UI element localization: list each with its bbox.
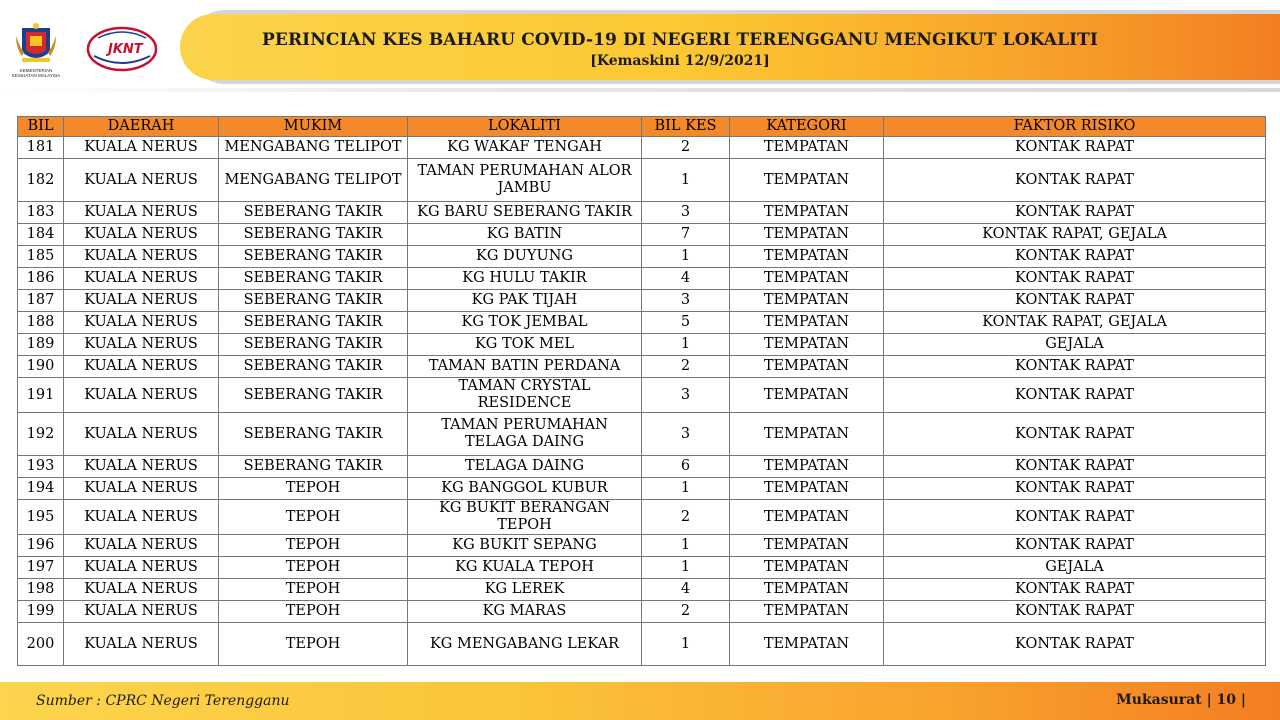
cell-bil-kes: 3 (642, 202, 730, 224)
cell-bil-kes: 1 (642, 623, 730, 666)
cell-mukim: SEBERANG TAKIR (219, 378, 408, 413)
header-logos (0, 0, 185, 90)
cell-faktor-risiko: KONTAK RAPAT (884, 202, 1266, 224)
column-header-bil: BIL (18, 117, 64, 137)
table-row (18, 378, 1266, 413)
table-row (18, 579, 1266, 601)
table-row (18, 601, 1266, 623)
cell-kategori: TEMPATAN (730, 557, 884, 579)
cell-kategori: TEMPATAN (730, 334, 884, 356)
table-row (18, 557, 1266, 579)
table-row (18, 334, 1266, 356)
cell-lokaliti: KG PAK TIJAH (408, 290, 642, 312)
cell-mukim: TEPOH (219, 579, 408, 601)
cell-lokaliti: KG LEREK (408, 579, 642, 601)
cell-daerah: KUALA NERUS (64, 500, 219, 535)
cell-faktor-risiko: KONTAK RAPAT (884, 378, 1266, 413)
table-row (18, 413, 1266, 456)
cell-mukim: TEPOH (219, 623, 408, 666)
cell-kategori: TEMPATAN (730, 601, 884, 623)
cell-daerah: KUALA NERUS (64, 579, 219, 601)
cell-lokaliti: KG BUKIT BERANGAN TEPOH (408, 500, 642, 535)
cell-lokaliti: KG KUALA TEPOH (408, 557, 642, 579)
cell-mukim: SEBERANG TAKIR (219, 356, 408, 378)
cell-bil-kes: 7 (642, 224, 730, 246)
cell-bil: 188 (18, 312, 64, 334)
table-row (18, 356, 1266, 378)
cell-kategori: TEMPATAN (730, 268, 884, 290)
cell-mukim: TEPOH (219, 557, 408, 579)
cell-mukim: SEBERANG TAKIR (219, 456, 408, 478)
page-subtitle: [Kemaskini 12/9/2021] (590, 53, 770, 69)
column-header-daerah: DAERAH (64, 117, 219, 137)
cell-kategori: TEMPATAN (730, 356, 884, 378)
cell-bil: 191 (18, 378, 64, 413)
cell-bil: 187 (18, 290, 64, 312)
cell-bil-kes: 1 (642, 557, 730, 579)
cell-lokaliti: TAMAN PERUMAHAN ALOR JAMBU (408, 159, 642, 202)
cell-mukim: SEBERANG TAKIR (219, 334, 408, 356)
cell-daerah: KUALA NERUS (64, 356, 219, 378)
cell-kategori: TEMPATAN (730, 478, 884, 500)
cell-lokaliti: KG BUKIT SEPANG (408, 535, 642, 557)
column-header-bil-kes: BIL KES (642, 117, 730, 137)
cell-bil-kes: 1 (642, 246, 730, 268)
cell-daerah: KUALA NERUS (64, 378, 219, 413)
column-header-mukim: MUKIM (219, 117, 408, 137)
cell-daerah: KUALA NERUS (64, 224, 219, 246)
cell-daerah: KUALA NERUS (64, 334, 219, 356)
cell-bil: 182 (18, 159, 64, 202)
cell-bil: 184 (18, 224, 64, 246)
cell-lokaliti: KG WAKAF TENGAH (408, 137, 642, 159)
cell-kategori: TEMPATAN (730, 535, 884, 557)
cell-daerah: KUALA NERUS (64, 312, 219, 334)
cell-mukim: SEBERANG TAKIR (219, 268, 408, 290)
cell-lokaliti: KG DUYUNG (408, 246, 642, 268)
cell-lokaliti: KG BANGGOL KUBUR (408, 478, 642, 500)
cell-daerah: KUALA NERUS (64, 557, 219, 579)
cell-faktor-risiko: KONTAK RAPAT, GEJALA (884, 224, 1266, 246)
cell-lokaliti: KG BATIN (408, 224, 642, 246)
table-header (18, 117, 1266, 137)
cell-bil: 193 (18, 456, 64, 478)
cell-kategori: TEMPATAN (730, 413, 884, 456)
cell-lokaliti: KG BARU SEBERANG TAKIR (408, 202, 642, 224)
cell-kategori: TEMPATAN (730, 456, 884, 478)
cell-kategori: TEMPATAN (730, 623, 884, 666)
cell-bil-kes: 4 (642, 268, 730, 290)
cell-daerah: KUALA NERUS (64, 290, 219, 312)
column-header-kategori: KATEGORI (730, 117, 884, 137)
cell-mukim: TEPOH (219, 500, 408, 535)
cell-bil: 195 (18, 500, 64, 535)
cell-bil-kes: 3 (642, 290, 730, 312)
table-header-row (18, 117, 1266, 137)
cell-mukim: TEPOH (219, 535, 408, 557)
cell-kategori: TEMPATAN (730, 246, 884, 268)
table-row (18, 202, 1266, 224)
cell-kategori: TEMPATAN (730, 202, 884, 224)
cell-bil-kes: 2 (642, 137, 730, 159)
cell-faktor-risiko: KONTAK RAPAT (884, 579, 1266, 601)
cell-faktor-risiko: KONTAK RAPAT (884, 290, 1266, 312)
cell-mukim: MENGABANG TELIPOT (219, 137, 408, 159)
cell-lokaliti: TAMAN CRYSTAL RESIDENCE (408, 378, 642, 413)
page-title: PERINCIAN KES BAHARU COVID-19 DI NEGERI TERENGGANU MENGIKUT LOKALITI (262, 30, 1098, 50)
cell-bil-kes: 1 (642, 334, 730, 356)
cell-daerah: KUALA NERUS (64, 478, 219, 500)
cell-daerah: KUALA NERUS (64, 535, 219, 557)
cell-bil: 197 (18, 557, 64, 579)
cell-faktor-risiko: KONTAK RAPAT (884, 535, 1266, 557)
kkm-caption: KEMENTERIAN KESIHATAN MALAYSIA (11, 68, 61, 78)
cell-faktor-risiko: KONTAK RAPAT (884, 456, 1266, 478)
table-row (18, 159, 1266, 202)
cell-mukim: MENGABANG TELIPOT (219, 159, 408, 202)
cell-daerah: KUALA NERUS (64, 137, 219, 159)
cell-faktor-risiko: KONTAK RAPAT (884, 268, 1266, 290)
cell-kategori: TEMPATAN (730, 500, 884, 535)
cell-bil: 181 (18, 137, 64, 159)
cell-kategori: TEMPATAN (730, 378, 884, 413)
column-header-faktor-risiko: FAKTOR RISIKO (884, 117, 1266, 137)
cell-mukim: SEBERANG TAKIR (219, 290, 408, 312)
column-header-lokaliti: LOKALITI (408, 117, 642, 137)
cell-bil-kes: 6 (642, 456, 730, 478)
table-row (18, 500, 1266, 535)
cell-bil: 196 (18, 535, 64, 557)
cell-lokaliti: KG MARAS (408, 601, 642, 623)
cell-bil: 190 (18, 356, 64, 378)
cell-faktor-risiko: KONTAK RAPAT (884, 246, 1266, 268)
table-row (18, 478, 1266, 500)
cell-mukim: SEBERANG TAKIR (219, 202, 408, 224)
cell-faktor-risiko: KONTAK RAPAT (884, 500, 1266, 535)
jknt-logo (86, 26, 158, 72)
cell-bil: 198 (18, 579, 64, 601)
cell-bil: 194 (18, 478, 64, 500)
cell-kategori: TEMPATAN (730, 579, 884, 601)
table-row (18, 224, 1266, 246)
cell-bil: 186 (18, 268, 64, 290)
cell-kategori: TEMPATAN (730, 312, 884, 334)
table-row (18, 268, 1266, 290)
cell-lokaliti: KG TOK JEMBAL (408, 312, 642, 334)
cell-lokaliti: TAMAN PERUMAHAN TELAGA DAING (408, 413, 642, 456)
cell-mukim: SEBERANG TAKIR (219, 312, 408, 334)
cell-daerah: KUALA NERUS (64, 202, 219, 224)
cell-bil: 183 (18, 202, 64, 224)
cell-mukim: SEBERANG TAKIR (219, 224, 408, 246)
cell-faktor-risiko: KONTAK RAPAT (884, 413, 1266, 456)
table-body (18, 137, 1266, 666)
cell-faktor-risiko: GEJALA (884, 557, 1266, 579)
cell-kategori: TEMPATAN (730, 224, 884, 246)
table-row (18, 456, 1266, 478)
cases-table (17, 116, 1266, 666)
cell-mukim: TEPOH (219, 478, 408, 500)
cell-bil: 189 (18, 334, 64, 356)
cell-faktor-risiko: KONTAK RAPAT (884, 623, 1266, 666)
cell-daerah: KUALA NERUS (64, 456, 219, 478)
cell-kategori: TEMPATAN (730, 159, 884, 202)
cell-faktor-risiko: KONTAK RAPAT (884, 356, 1266, 378)
cell-daerah: KUALA NERUS (64, 268, 219, 290)
cell-bil: 200 (18, 623, 64, 666)
cell-lokaliti: KG TOK MEL (408, 334, 642, 356)
footer-source: Sumber : CPRC Negeri Terengganu (36, 693, 290, 709)
table-row (18, 312, 1266, 334)
cell-faktor-risiko: KONTAK RAPAT (884, 478, 1266, 500)
cell-bil: 199 (18, 601, 64, 623)
cell-bil-kes: 3 (642, 378, 730, 413)
table-row (18, 535, 1266, 557)
cell-lokaliti: TAMAN BATIN PERDANA (408, 356, 642, 378)
table-row (18, 290, 1266, 312)
header-divider (0, 88, 1280, 92)
cell-lokaliti: KG HULU TAKIR (408, 268, 642, 290)
table-row (18, 623, 1266, 666)
cell-mukim: SEBERANG TAKIR (219, 413, 408, 456)
cell-lokaliti: TELAGA DAING (408, 456, 642, 478)
cell-bil-kes: 3 (642, 413, 730, 456)
cell-bil-kes: 1 (642, 159, 730, 202)
cell-daerah: KUALA NERUS (64, 601, 219, 623)
cell-bil-kes: 4 (642, 579, 730, 601)
cell-bil-kes: 2 (642, 356, 730, 378)
cell-bil-kes: 2 (642, 601, 730, 623)
page-number: Mukasurat | 10 | (1116, 692, 1246, 708)
cell-daerah: KUALA NERUS (64, 159, 219, 202)
cell-bil-kes: 1 (642, 478, 730, 500)
table-row (18, 137, 1266, 159)
cell-daerah: KUALA NERUS (64, 246, 219, 268)
kkm-crest-logo (14, 22, 58, 66)
cell-bil: 185 (18, 246, 64, 268)
cell-bil-kes: 5 (642, 312, 730, 334)
cell-daerah: KUALA NERUS (64, 623, 219, 666)
jknt-mark: JKNT (108, 42, 143, 57)
cell-faktor-risiko: KONTAK RAPAT (884, 159, 1266, 202)
table-row (18, 246, 1266, 268)
cell-bil-kes: 1 (642, 535, 730, 557)
cell-lokaliti: KG MENGABANG LEKAR (408, 623, 642, 666)
cell-kategori: TEMPATAN (730, 290, 884, 312)
cell-bil-kes: 2 (642, 500, 730, 535)
cell-mukim: TEPOH (219, 601, 408, 623)
cell-faktor-risiko: KONTAK RAPAT (884, 137, 1266, 159)
cell-bil: 192 (18, 413, 64, 456)
cell-faktor-risiko: GEJALA (884, 334, 1266, 356)
cell-kategori: TEMPATAN (730, 137, 884, 159)
cell-faktor-risiko: KONTAK RAPAT (884, 601, 1266, 623)
cell-mukim: SEBERANG TAKIR (219, 246, 408, 268)
cell-faktor-risiko: KONTAK RAPAT, GEJALA (884, 312, 1266, 334)
cell-daerah: KUALA NERUS (64, 413, 219, 456)
